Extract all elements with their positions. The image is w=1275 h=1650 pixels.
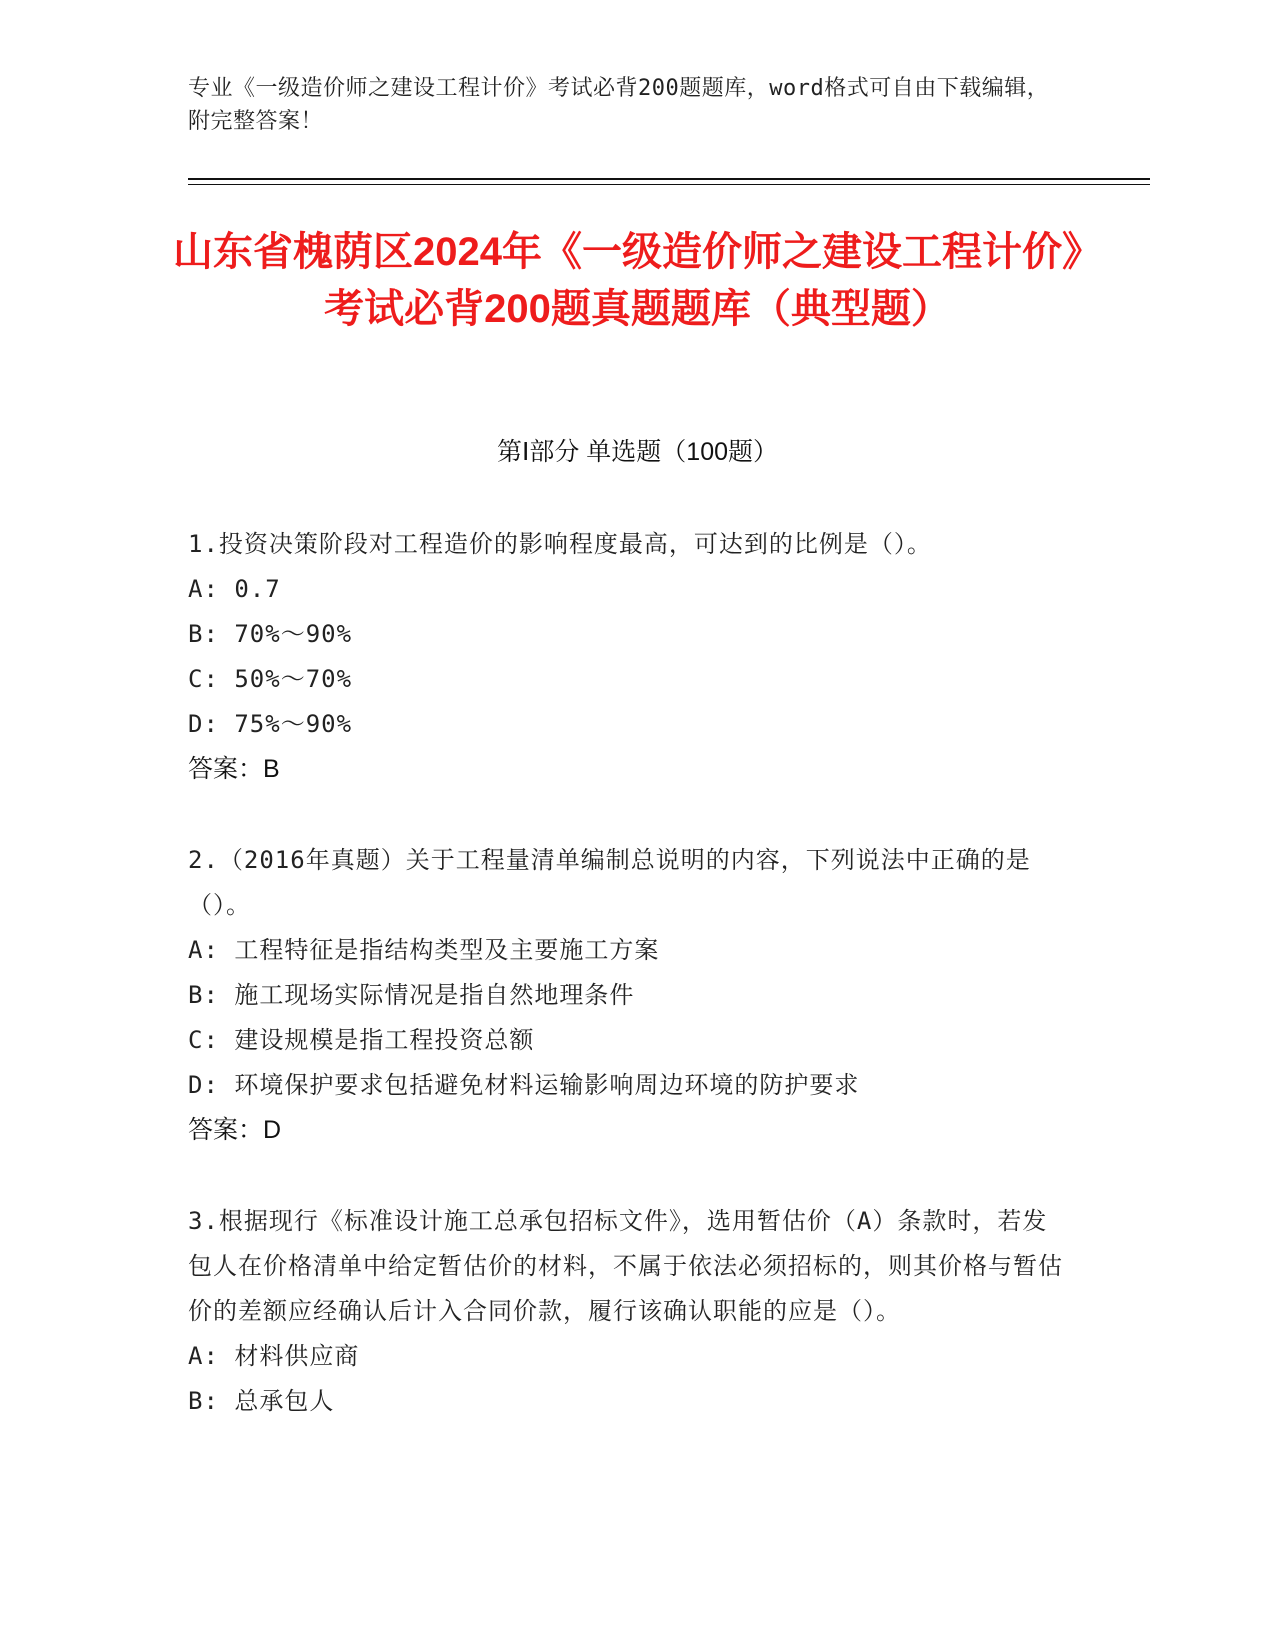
- option-c: C: 50%～70%: [188, 665, 353, 693]
- document-title: 山东省槐荫区2024年《一级造价师之建设工程计价》考试必背200题真题题库（典型题）: [173, 230, 1102, 331]
- header-note: 专业《一级造价师之建设工程计价》考试必背200题题库，word格式可自由下载编辑，附完整答案！: [188, 76, 1050, 134]
- section-heading: 第Ⅰ部分 单选题（100题）: [496, 438, 779, 466]
- header-divider-thin: [188, 184, 1150, 185]
- question-stem: 2.（2016年真题）关于工程量清单编制总说明的内容，下列说法中正确的是（）。: [188, 846, 1031, 919]
- question-item: [188, 522, 1068, 792]
- option-a: A: 0.7: [188, 575, 281, 603]
- option-b: B: 70%～90%: [188, 620, 353, 648]
- question-item: [188, 1199, 1068, 1424]
- question-stem: 1.投资决策阶段对工程造价的影响程度最高，可达到的比例是（）。: [188, 530, 932, 558]
- option-a: A: 工程特征是指结构类型及主要施工方案: [188, 936, 660, 964]
- option-b: B: 总承包人: [188, 1387, 335, 1415]
- option-c: C: 建设规模是指工程投资总额: [188, 1026, 535, 1054]
- option-a: A: 材料供应商: [188, 1342, 360, 1370]
- option-d: D: 75%～90%: [188, 710, 353, 738]
- answer-line: 答案：B: [188, 755, 280, 783]
- question-item: [188, 838, 1068, 1153]
- question-list: [188, 522, 1068, 1470]
- question-stem: 3.根据现行《标准设计施工总承包招标文件》，选用暂估价（A）条款时，若发包人在价格清单中给定暂估价的材料，不属于依法必须招标的，则其价格与暂估价的差额应经确认后计入合同价款，履行该确认职能的应是（）。: [188, 1207, 1063, 1325]
- option-d: D: 环境保护要求包括避免材料运输影响周边环境的防护要求: [188, 1071, 860, 1099]
- answer-line: 答案：D: [188, 1116, 282, 1144]
- header-divider-thick: [188, 178, 1150, 180]
- option-b: B: 施工现场实际情况是指自然地理条件: [188, 981, 635, 1009]
